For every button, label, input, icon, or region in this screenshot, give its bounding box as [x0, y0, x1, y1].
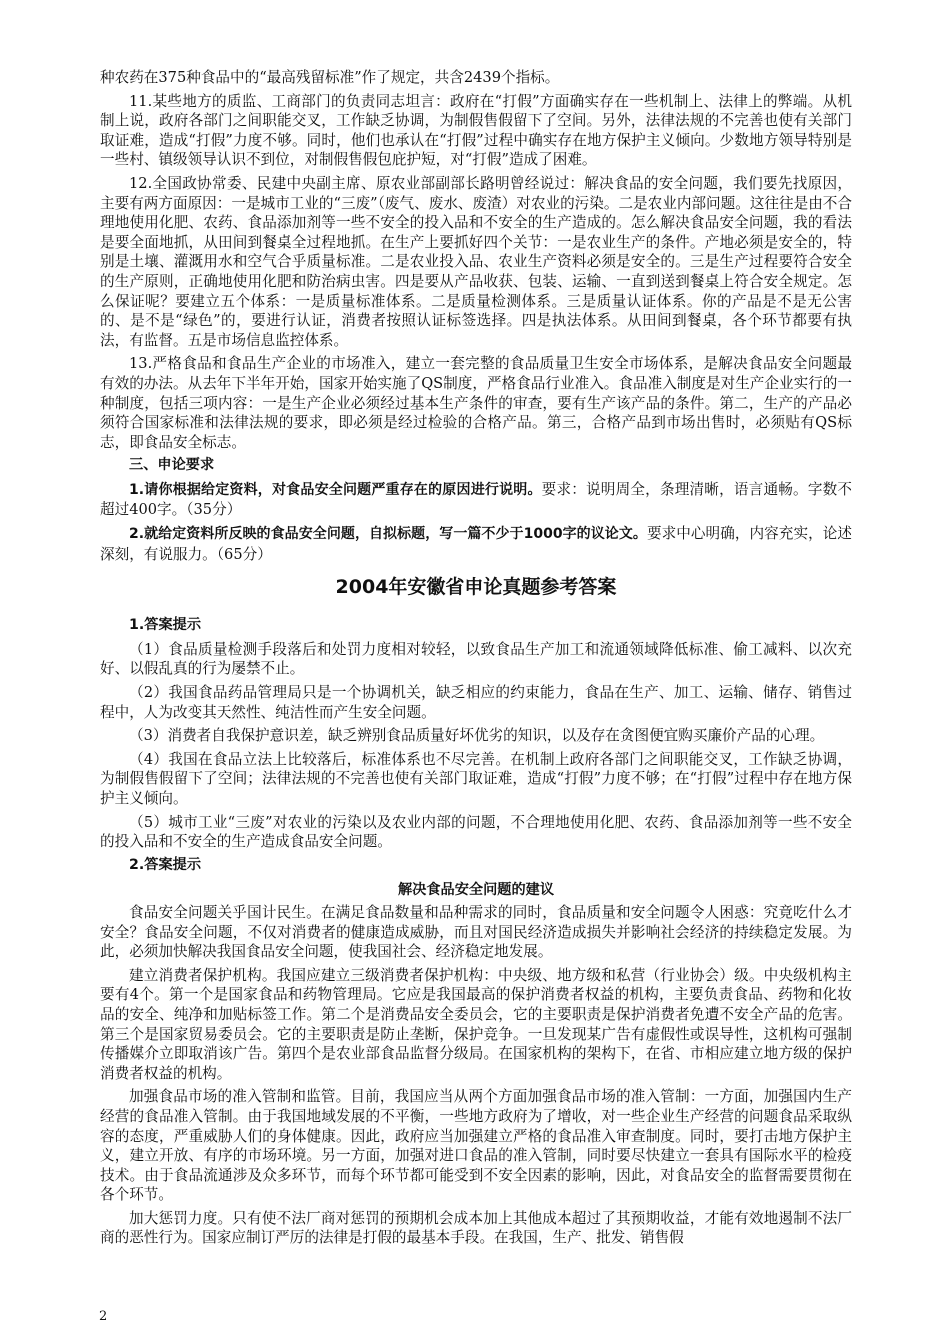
answer-1-item-2: （2）我国食品药品管理局只是一个协调机关，缺乏相应的约束能力，食品在生产、加工、运输、储存、销售过程中，人为改变其天然性、纯洁性而产生安全问题。	[100, 684, 852, 721]
requirement-1	[100, 480, 852, 520]
requirement-2-rest: 要求中心明确，内容充实，论述深刻，有说服力。（65分）	[100, 525, 852, 563]
requirement-1-rest: 要求：说明周全，条理清晰，语言通畅。字数不超过400字。（35分）	[100, 480, 852, 519]
essay-paragraph-4: 加大惩罚力度。只有使不法厂商对惩罚的预期机会成本加上其他成本超过了其预期收益，才能有效地遏制不法厂商的恶性行为。国家应制订严厉的法律是打假的最基本手段。在我国，生产、批发、销售假	[100, 1209, 852, 1247]
requirement-1-bold: 1.请你根据给定资料，对食品安全问题严重存在的原因进行说明。	[129, 481, 542, 498]
answers-title: 2004年安徽省申论真题参考答案	[335, 576, 617, 599]
material-p11: 11.某些地方的质监、工商部门的负责同志坦言：政府在“打假”方面确实存在一些机制上、法律上的弊端。从机制上说，政府各部门之间职能交叉，工作缺乏协调，为制假售假留下了空间。另外，法律法规的不完善也使有关部门取证难，造成“打假”力度不够。同时，他们也承认在“打假”过程中确实存在地方保护主义倾向。少数地方领导特别是一些村、镇级领导认识不到位，对制假售假包庇护短，对“打假”造成了困难。	[100, 92, 852, 169]
essay-paragraph-2: 建立消费者保护机构。我国应建立三级消费者保护机构：中央级、地方级和私营（行业协会）级。中央级机构主要有4个。第一个是国家食品和药物管理局。它应是我国最高的保护消费者权益的机构，主要负责食品、药物和化妆品的安全、纯净和加贴标签工作。第二个是消费品安全委员会，它的主要职责是保护消费者免遭不安全产品的危害。第三个是国家贸易委员会。它的主要职责是防止垄断，保护竞争。一旦发现某广告有虚假性或误导性，这机构可强制传播媒介立即取消该广告。第四个是农业部食品监督分级局。在国家机构的架构下，在省、市相应建立地方级的保护消费者权益的机构。	[100, 966, 852, 1082]
material-p12: 12.全国政协常委、民建中央副主席、原农业部副部长路明曾经说过：解决食品的安全问题，我们要先找原因，主要有两方面原因：一是城市工业的“三废”（废气、废水、废渣）对农业的污染。二是农业内部问题。这往往是由不合理地使用化肥、农药、食品添加剂等一些不安全的投入品和不安全的生产造成的。怎么解决食品安全问题，我的看法是要全面地抓，从田间到餐桌全过程地抓。在生产上要抓好四个关节：一是农业生产的条件。产地必须是安全的，特别是土壤、灌溉用水和空气合乎质量标准。二是农业投入品、农业生产资料必须是安全的。三是生产过程要符合安全的生产原则，正确地使用化肥和防治病虫害。四是要从产品收获、包装、运输、一直到送到餐桌上符合安全规定。怎么保证呢？要建立五个体系：一是质量标准体系。二是质量检测体系。三是质量认证体系。你的产品是不是无公害的、是不是“绿色”的，要进行认证，消费者按照认证标签选择。四是执法体系。从田间到餐桌，各个环节都要有执法，有监督。五是市场信息监控体系。	[100, 174, 852, 349]
answer-1-item-5: （5）城市工业“三废”对农业的污染以及农业内部的问题，不合理地使用化肥、农药、食品添加剂等一些不安全的投入品和不安全的生产造成食品安全问题。	[100, 813, 852, 851]
page-number: 2	[99, 1309, 108, 1324]
answer-1-item-3: （3）消费者自我保护意识差，缺乏辨别食品质量好坏优劣的知识，以及存在贪图便宜购买廉价产品的心理。	[129, 727, 825, 745]
essay-paragraph-1: 食品安全问题关乎国计民生。在满足食品数量和品种需求的同时，食品质量和安全问题令人困惑：究竟吃什么才安全？食品安全问题，不仅对消费者的健康造成威胁，而且对国民经济造成损失并影响社会经济的持续稳定发展。为此，必须加快解决我国食品安全问题，使我国社会、经济稳定地发展。	[100, 903, 852, 961]
answer-1-heading: 1.答案提示	[129, 617, 202, 634]
material-p13: 13.严格食品和食品生产企业的市场准入，建立一套完整的食品质量卫生安全市场体系，是解决食品安全问题最有效的办法。从去年下半年开始，国家开始实施了QS制度，严格食品行业准入。食品准入制度是对生产企业实行的一种制度，包括三项内容：一是生产企业必须经过基本生产条件的审查，要有生产该产品的条件。第二，生产的产品必须符合国家标准和法律法规的要求，即必须是经过检验的合格产品。第三，合格产品到市场出售时，必须贴有QS标志，即食品安全标志。	[100, 355, 852, 451]
essay-paragraph-3: 加强食品市场的准入管制和监管。目前，我国应当从两个方面加强食品市场的准入管制：一方面，加强国内生产经营的食品准入管制。由于我国地域发展的不平衡，一些地方政府为了增收，对一些企业生产经营的问题食品采取纵容的态度，严重威胁人们的身体健康。因此，政府应当加强建立严格的食品准入审查制度。同时，要打击地方保护主义，建立开放、有序的市场环境。另一方面，加强对进口食品的准入管制，同时要尽快建立一套具有国际水平的检疫技术。由于食品流通涉及众多环节，而每个环节都可能受到不安全因素的影响，因此，对食品安全的监督需要贯彻在各个环节。	[100, 1088, 852, 1204]
answer-1-item-1: （1）食品质量检测手段落后和处罚力度相对较轻，以致食品生产加工和流通领域降低标准、偷工减料、以次充好、以假乱真的行为屡禁不止。	[100, 640, 852, 678]
requirements-heading: 三、申论要求	[129, 457, 215, 474]
answer-1-item-4: （4）我国在食品立法上比较落后，标准体系也不尽完善。在机制上政府各部门之间职能交叉，工作缺乏协调，为制假售假留下了空间；法律法规的不完善也使有关部门取证难，造成“打假”力度不够；在“打假”过程中存在地方保护主义倾向。	[100, 750, 852, 807]
requirement-2	[100, 524, 852, 564]
document-page	[100, 68, 852, 1248]
essay-title: 解决食品安全问题的建议	[397, 882, 555, 899]
material-p10-tail: 种农药在375种食品中的“最高残留标准”作了规定，共含2439个指标。	[100, 69, 560, 86]
answer-2-heading: 2.答案提示	[129, 856, 202, 873]
requirement-2-bold: 2.就给定资料所反映的食品安全问题，自拟标题，写一篇不少于1000字的议论文。	[129, 526, 647, 543]
